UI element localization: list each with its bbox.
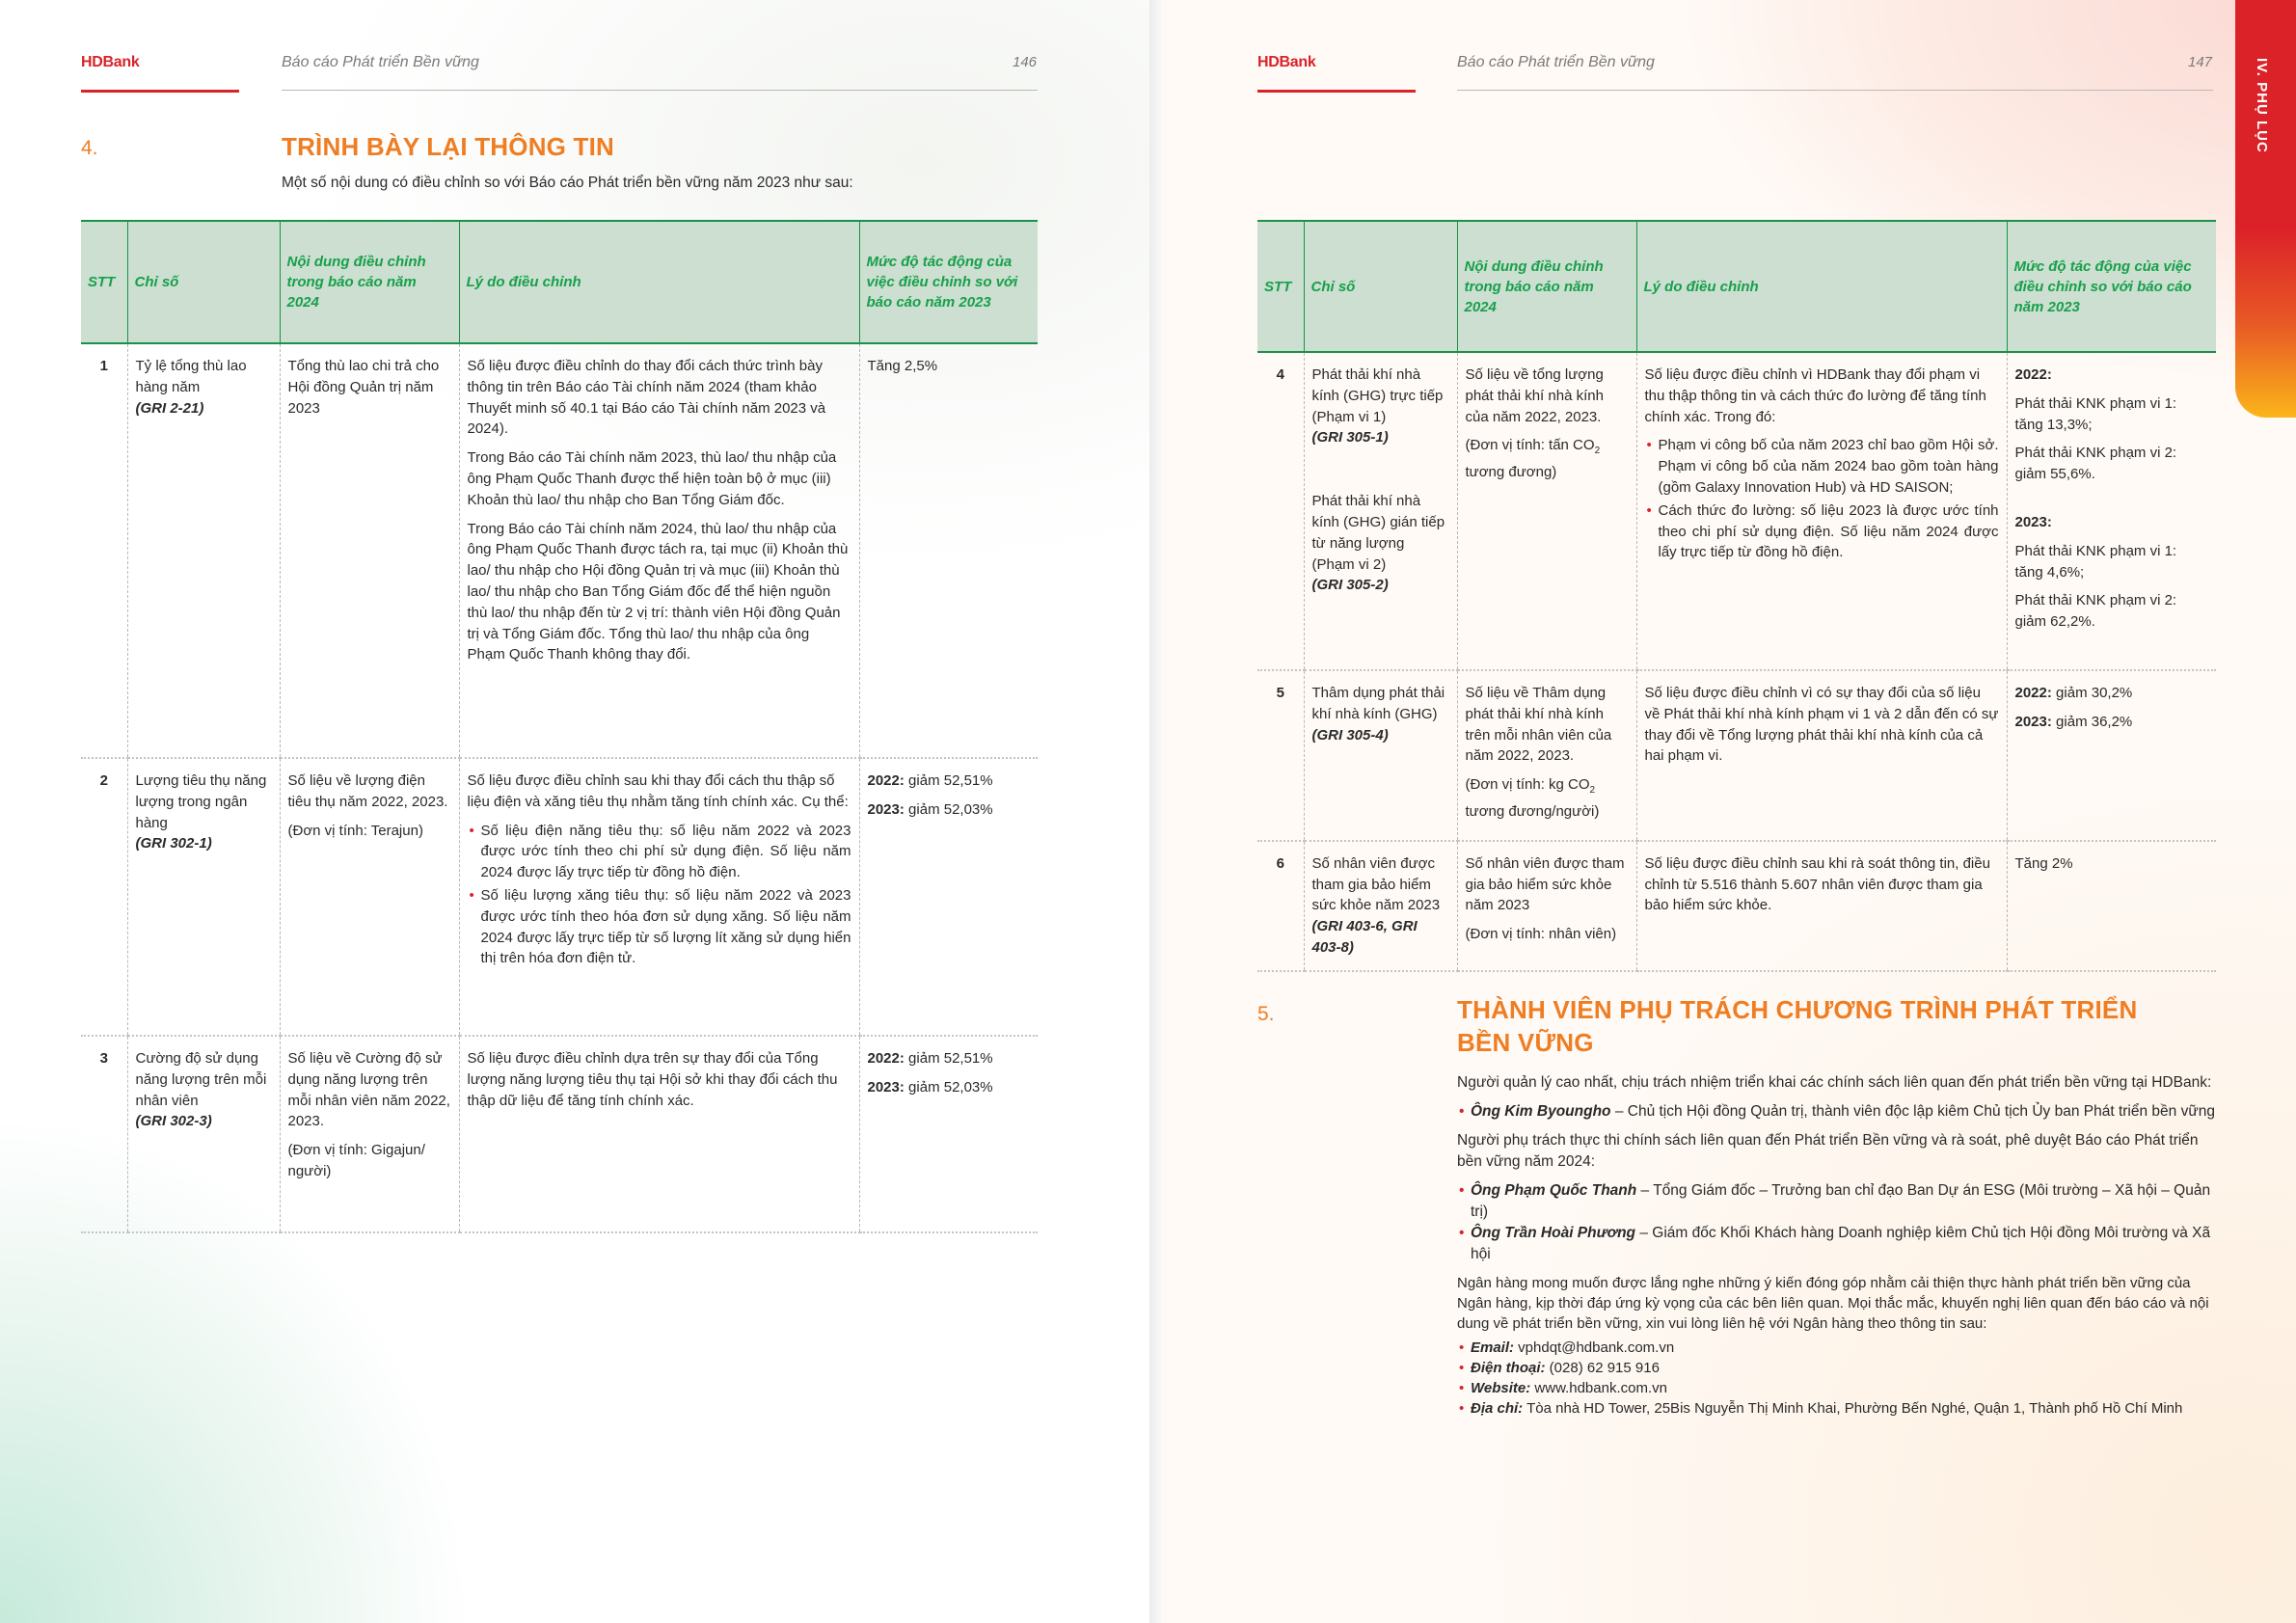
content-text: (Đơn vị tính: nhân viên)	[1465, 926, 1617, 943]
section-number: 4.	[81, 137, 98, 159]
impact-year: 2022:	[2014, 684, 2052, 701]
reason-bullet: • Số liệu lượng xăng tiêu thụ: số liệu năm 2022 và 2023 được ước tính theo hóa đơn sử dụng xăng. Số liệu năm 2024 được lấy trực tiếp từ số lượng lít xăng sử dụng hiển thị trên hóa đơn điện tử.	[468, 885, 851, 969]
contact-value[interactable]: Tòa nhà HD Tower, 25Bis Nguyễn Thị Minh Khai, Phường Bến Nghé, Quận 1, Thành phố Hồ Chí Minh	[1523, 1400, 2183, 1417]
cell-content	[280, 758, 459, 1036]
brand-logo: HDBank	[81, 54, 140, 70]
unit-subscript: 2	[1594, 446, 1601, 457]
cell-reason	[459, 1036, 859, 1232]
col-header-content: Nội dung điều chỉnh trong báo cáo năm 2024	[1457, 221, 1636, 352]
cell-indicator	[1304, 841, 1457, 971]
section5-body	[1457, 1072, 2219, 1419]
table-row	[81, 343, 1038, 758]
indicator-name: Cường độ sử dụng năng lượng trên mỗi nhân viên	[135, 1050, 267, 1109]
content-text: Số liệu về tổng lượng phát thải khí nhà kính của năm 2022, 2023.	[1465, 366, 1604, 425]
page-number: 147	[2188, 54, 2213, 70]
page-spine	[1149, 0, 1161, 1623]
impact-year-line	[868, 771, 1031, 792]
unit-suffix: tương đương/người)	[1465, 802, 1600, 820]
reason-paragraph: Trong Báo cáo Tài chính năm 2024, thù lao/ thu nhập của ông Phạm Quốc Thanh được tách ra, tại mục (ii) Khoản thù lao/ thu nhập cho Hội đồng Quản trị và mục (iii) Khoản thù lao/ thu nhập cho Ban Tổng Giám đốc để thể hiện nguồn thù lao/ thu nhập đến từ 2 vị trí: thành viên Hội đồng Quản trị và Tổng Giám đốc. Tổng thù lao/ thu nhập của ông Phạm Quốc Thanh không thay đổi.	[467, 520, 849, 663]
indicator-name: Phát thải khí nhà kính (GHG) trực tiếp (Phạm vi 1)	[1311, 366, 1444, 425]
cell-content	[280, 1036, 459, 1232]
section5-paragraph-1: Người quản lý cao nhất, chịu trách nhiệm triển khai các chính sách liên quan đến phát triển bền vững tại HDBank:	[1457, 1074, 2212, 1091]
impact-year: 2022:	[2014, 366, 2052, 383]
section-intro: Một số nội dung có điều chỉnh so với Báo cáo Phát triển bền vững năm 2023 như sau:	[282, 175, 853, 191]
table-row	[81, 758, 1038, 1036]
col-header-impact: Mức độ tác động của việc điều chỉnh so với báo cáo năm 2023	[859, 221, 1038, 343]
section5-paragraph-2: Người phụ trách thực thi chính sách liên quan đến Phát triển Bền vững và rà soát, phê duyệt Báo cáo Phát triển bền vững năm 2024:	[1457, 1132, 2199, 1170]
table-header-row	[81, 221, 1038, 343]
cell-reason	[459, 758, 859, 1036]
section5-paragraph-3: Ngân hàng mong muốn được lắng nghe những ý kiến đóng góp nhằm cải thiện thực hành phát triển bền vững của Ngân hàng, kịp thời đáp ứng kỳ vọng của các bên liên quan. Mọi thắc mắc, khuyến nghị liên quan đến báo cáo và nội dung về phát triển bền vững, xin vui lòng liên hệ với Ngân hàng theo thông tin sau:	[1457, 1275, 2209, 1332]
cell-impact	[859, 343, 1038, 758]
impact-year-line	[868, 1048, 1031, 1069]
cell-indicator	[127, 758, 280, 1036]
section-title: TRÌNH BÀY LẠI THÔNG TIN	[282, 132, 614, 161]
contact-label: Email:	[1471, 1339, 1515, 1356]
impact-year: 2023:	[2014, 713, 2052, 730]
table-row	[1257, 352, 2216, 670]
impact-year: 2023:	[867, 800, 905, 818]
col-header-indicator: Chỉ số	[1304, 221, 1457, 352]
content-text: Số liệu về Thâm dụng phát thải khí nhà kính trên mỗi nhân viên của năm 2022, 2023.	[1465, 684, 1612, 765]
indicator-name: Lượng tiêu thụ năng lượng trong ngân hàng	[135, 772, 267, 831]
contact-label: Địa chỉ:	[1471, 1400, 1524, 1417]
cell-content	[280, 343, 459, 758]
table-row	[81, 1036, 1038, 1232]
impact-block	[2015, 512, 2209, 633]
reason-paragraph: Số liệu được điều chỉnh sau khi thay đổi cách thu thập số liệu điện và xăng tiêu thụ nhằm tăng tính chính xác. Cụ thể:	[467, 772, 849, 810]
gri-code: (GRI 305-2)	[1311, 577, 1389, 594]
impact-line: Phát thải KNK phạm vi 2: giảm 55,6%.	[2014, 445, 2177, 483]
content-text: (Đơn vị tính: Terajun)	[287, 822, 423, 839]
reason-paragraph: Số liệu được điều chỉnh sau khi rà soát thông tin, điều chỉnh từ 5.516 thành 5.607 nhân viên được tham gia bảo hiểm sức khỏe.	[1644, 854, 1990, 914]
reason-paragraph: Số liệu được điều chỉnh do thay đổi cách thức trình bày thông tin trên Báo cáo Tài chính năm 2024 (tham khảo Thuyết minh số 40.1 tại Báo cáo Tài chính năm 2023 và 2024).	[467, 358, 826, 438]
page-number: 146	[1013, 54, 1038, 70]
list-item	[1457, 1223, 2219, 1265]
reason-paragraph: Trong Báo cáo Tài chính năm 2023, thù lao/ thu nhập của ông Phạm Quốc Thanh được thể hiện toàn bộ ở mục (iii) Khoản thù lao/ thu nhập cho Ban Tổng Giám đốc.	[467, 449, 837, 508]
person-name: Ông Trần Hoài Phương	[1471, 1225, 1636, 1241]
contact-item	[1457, 1338, 2219, 1358]
unit-text	[1466, 435, 1629, 483]
list-item	[1457, 1101, 2219, 1123]
content-text: Tổng thù lao chi trả cho Hội đồng Quản trị năm 2023	[287, 358, 440, 417]
list-item	[1457, 1180, 2219, 1223]
gri-code: (GRI 305-4)	[1311, 726, 1389, 744]
content-text: Số liệu về lượng điện tiêu thụ năm 2022, 2023.	[287, 772, 448, 810]
cell-indicator	[127, 1036, 280, 1232]
impact-value: giảm 30,2%	[2056, 684, 2133, 701]
right-page	[1161, 0, 2296, 1623]
table-row	[1257, 841, 2216, 971]
cell-indicator	[1304, 352, 1457, 670]
contact-item	[1457, 1398, 2219, 1419]
section5-list-2	[1457, 1180, 2219, 1265]
impact-year-line	[868, 1077, 1031, 1098]
contact-label: Điện thoại:	[1471, 1360, 1546, 1376]
indicator-name: Tỷ lệ tổng thù lao hàng năm	[135, 358, 247, 395]
person-role: – Chủ tịch Hội đồng Quản trị, thành viên độc lập kiêm Chủ tịch Ủy ban Phát triển bền vững	[1610, 1103, 2215, 1120]
cell-stt: 5	[1257, 670, 1304, 841]
reason-bullet: • Số liệu điện năng tiêu thụ: số liệu năm 2022 và 2023 được ước tính theo chi phí sử dụng điện. Số liệu năm 2024 được lấy trực tiếp từ đồng hồ điện.	[468, 821, 851, 883]
impact-year: 2022:	[867, 772, 905, 789]
unit-prefix: (Đơn vị tính: kg CO	[1465, 776, 1590, 794]
section-title-line1: THÀNH VIÊN PHỤ TRÁCH CHƯƠNG TRÌNH PHÁT TRIỂN	[1457, 995, 2138, 1024]
cell-impact	[859, 1036, 1038, 1232]
contact-item	[1457, 1358, 2219, 1378]
impact-year-line	[868, 799, 1031, 821]
cell-reason	[1636, 841, 2007, 971]
contact-label: Website:	[1471, 1380, 1531, 1396]
cell-stt: 6	[1257, 841, 1304, 971]
gri-code: (GRI 305-1)	[1311, 429, 1389, 446]
col-header-indicator: Chỉ số	[127, 221, 280, 343]
cell-indicator	[1304, 670, 1457, 841]
report-title: Báo cáo Phát triển Bền vững	[282, 54, 479, 70]
adjustment-table-left	[81, 220, 1038, 1233]
header-red-rule	[1257, 90, 1416, 93]
impact-value: giảm 52,03%	[908, 1078, 993, 1096]
col-header-stt: STT	[81, 221, 127, 343]
unit-subscript: 2	[1589, 785, 1596, 797]
section5-list-1	[1457, 1101, 2219, 1123]
gri-code: (GRI 2-21)	[135, 399, 204, 417]
report-title: Báo cáo Phát triển Bền vững	[1457, 54, 1655, 70]
cell-stt: 2	[81, 758, 127, 1036]
cell-impact	[2007, 352, 2216, 670]
contact-value[interactable]: vphdqt@hdbank.com.vn	[1514, 1339, 1675, 1356]
unit-prefix: (Đơn vị tính: tấn CO	[1465, 437, 1595, 454]
section-number: 5.	[1257, 1003, 1275, 1025]
adjustment-table-right	[1257, 220, 2216, 972]
col-header-impact: Mức độ tác động của việc điều chỉnh so với báo cáo năm 2023	[2007, 221, 2216, 352]
cell-stt: 4	[1257, 352, 1304, 670]
impact-value: Tăng 2,5%	[867, 358, 938, 374]
col-header-reason: Lý do điều chỉnh	[459, 221, 859, 343]
unit-suffix: tương đương)	[1465, 464, 1557, 481]
content-text: Số nhân viên được tham gia bảo hiểm sức khỏe năm 2023	[1465, 854, 1625, 914]
chapter-side-tab-label: IV. PHỤ LỤC	[2254, 58, 2270, 153]
brand-logo: HDBank	[1257, 54, 1316, 70]
cell-content	[1457, 352, 1636, 670]
reason-paragraph: Số liệu được điều chỉnh vì HDBank thay đổi phạm vi thu thập thông tin và cách thức đo lường để tăng tính chính xác. Trong đó:	[1644, 366, 1986, 425]
header-red-rule	[81, 90, 239, 93]
impact-year-line	[2015, 683, 2209, 704]
unit-text	[1466, 774, 1629, 823]
impact-block	[2015, 365, 2209, 485]
gri-code: (GRI 302-3)	[135, 1113, 212, 1130]
impact-value: giảm 52,51%	[908, 1050, 993, 1067]
reason-paragraph: Số liệu được điều chỉnh dựa trên sự thay đổi của Tổng lượng năng lượng tiêu thụ tại Hội sở khi thay đổi cách thu thập dữ liệu để tăng tính chính xác.	[467, 1050, 838, 1109]
section-title-line2: BỀN VỮNG	[1457, 1028, 1594, 1057]
impact-value: giảm 52,51%	[908, 772, 993, 789]
header-rule	[1457, 90, 2213, 91]
col-header-stt: STT	[1257, 221, 1304, 352]
cell-reason	[1636, 352, 2007, 670]
impact-value: Tăng 2%	[2014, 854, 2073, 872]
gri-code: (GRI 302-1)	[135, 835, 212, 852]
impact-year: 2023:	[867, 1078, 905, 1096]
cell-content	[1457, 841, 1636, 971]
contact-list	[1457, 1338, 2219, 1419]
contact-value[interactable]: www.hdbank.com.vn	[1530, 1380, 1667, 1396]
impact-line: Phát thải KNK phạm vi 1: tăng 4,6%;	[2014, 542, 2177, 581]
content-text: Số liệu về Cường độ sử dụng năng lượng trên mỗi nhân viên năm 2022, 2023.	[287, 1050, 450, 1130]
cell-impact	[2007, 670, 2216, 841]
impact-year-line	[2015, 712, 2209, 733]
impact-value: giảm 36,2%	[2056, 713, 2133, 730]
impact-year: 2023:	[2014, 513, 2052, 530]
contact-item	[1457, 1378, 2219, 1398]
header-rule	[282, 90, 1038, 91]
col-header-content: Nội dung điều chỉnh trong báo cáo năm 2024	[280, 221, 459, 343]
section-title	[1457, 993, 2137, 1059]
col-header-reason: Lý do điều chỉnh	[1636, 221, 2007, 352]
reason-bullet: • Phạm vi công bố của năm 2023 chỉ bao gồm Hội sở. Phạm vi công bố của năm 2024 bao gồm toàn hàng (gồm Galaxy Innovation Hub) và HD SAISON;	[1645, 435, 1999, 498]
gri-code: (GRI 403-6, GRI 403-8)	[1311, 918, 1418, 956]
person-name: Ông Kim Byoungho	[1471, 1103, 1611, 1120]
cell-content	[1457, 670, 1636, 841]
contact-value[interactable]: (028) 62 915 916	[1545, 1360, 1660, 1376]
indicator-name: Phát thải khí nhà kính (GHG) gián tiếp từ năng lượng (Phạm vi 2)	[1311, 493, 1445, 573]
cell-indicator	[127, 343, 280, 758]
person-role: – Giám đốc Khối Khách hàng Doanh nghiệp kiêm Chủ tịch Hội đồng Môi trường và Xã hội	[1471, 1225, 2211, 1262]
person-name: Ông Phạm Quốc Thanh	[1471, 1182, 1637, 1199]
cell-reason	[1636, 670, 2007, 841]
reason-paragraph: Số liệu được điều chỉnh vì có sự thay đổi của số liệu về Phát thải khí nhà kính phạm vi 1 và 2 dẫn đến có sự thay đổi về Tổng lượng phát thải khí nhà kính của cả hai phạm vi.	[1644, 684, 1999, 765]
table-row	[1257, 670, 2216, 841]
impact-line: Phát thải KNK phạm vi 1: tăng 13,3%;	[2014, 394, 2177, 433]
indicator-name: Thâm dụng phát thải khí nhà kính (GHG)	[1311, 684, 1445, 722]
impact-year: 2022:	[867, 1050, 905, 1067]
cell-impact	[2007, 841, 2216, 971]
impact-line: Phát thải KNK phạm vi 2: giảm 62,2%.	[2014, 592, 2177, 631]
table-header-row	[1257, 221, 2216, 352]
reason-bullet: • Cách thức đo lường: số liệu 2023 là được ước tính theo chi phí sử dụng điện. Số liệu năm 2024 được lấy trực tiếp từ đồng hồ điện.	[1645, 500, 1999, 563]
person-role: – Tổng Giám đốc – Trưởng ban chỉ đạo Ban Dự án ESG (Môi trường – Xã hội – Quản trị)	[1471, 1182, 2211, 1220]
cell-stt: 3	[81, 1036, 127, 1232]
cell-stt: 1	[81, 343, 127, 758]
impact-value: giảm 52,03%	[908, 800, 993, 818]
content-text: (Đơn vị tính: Gigajun/ người)	[287, 1142, 425, 1179]
cell-reason	[459, 343, 859, 758]
indicator-name: Số nhân viên được tham gia bảo hiểm sức khỏe năm 2023	[1311, 854, 1441, 914]
cell-impact	[859, 758, 1038, 1036]
